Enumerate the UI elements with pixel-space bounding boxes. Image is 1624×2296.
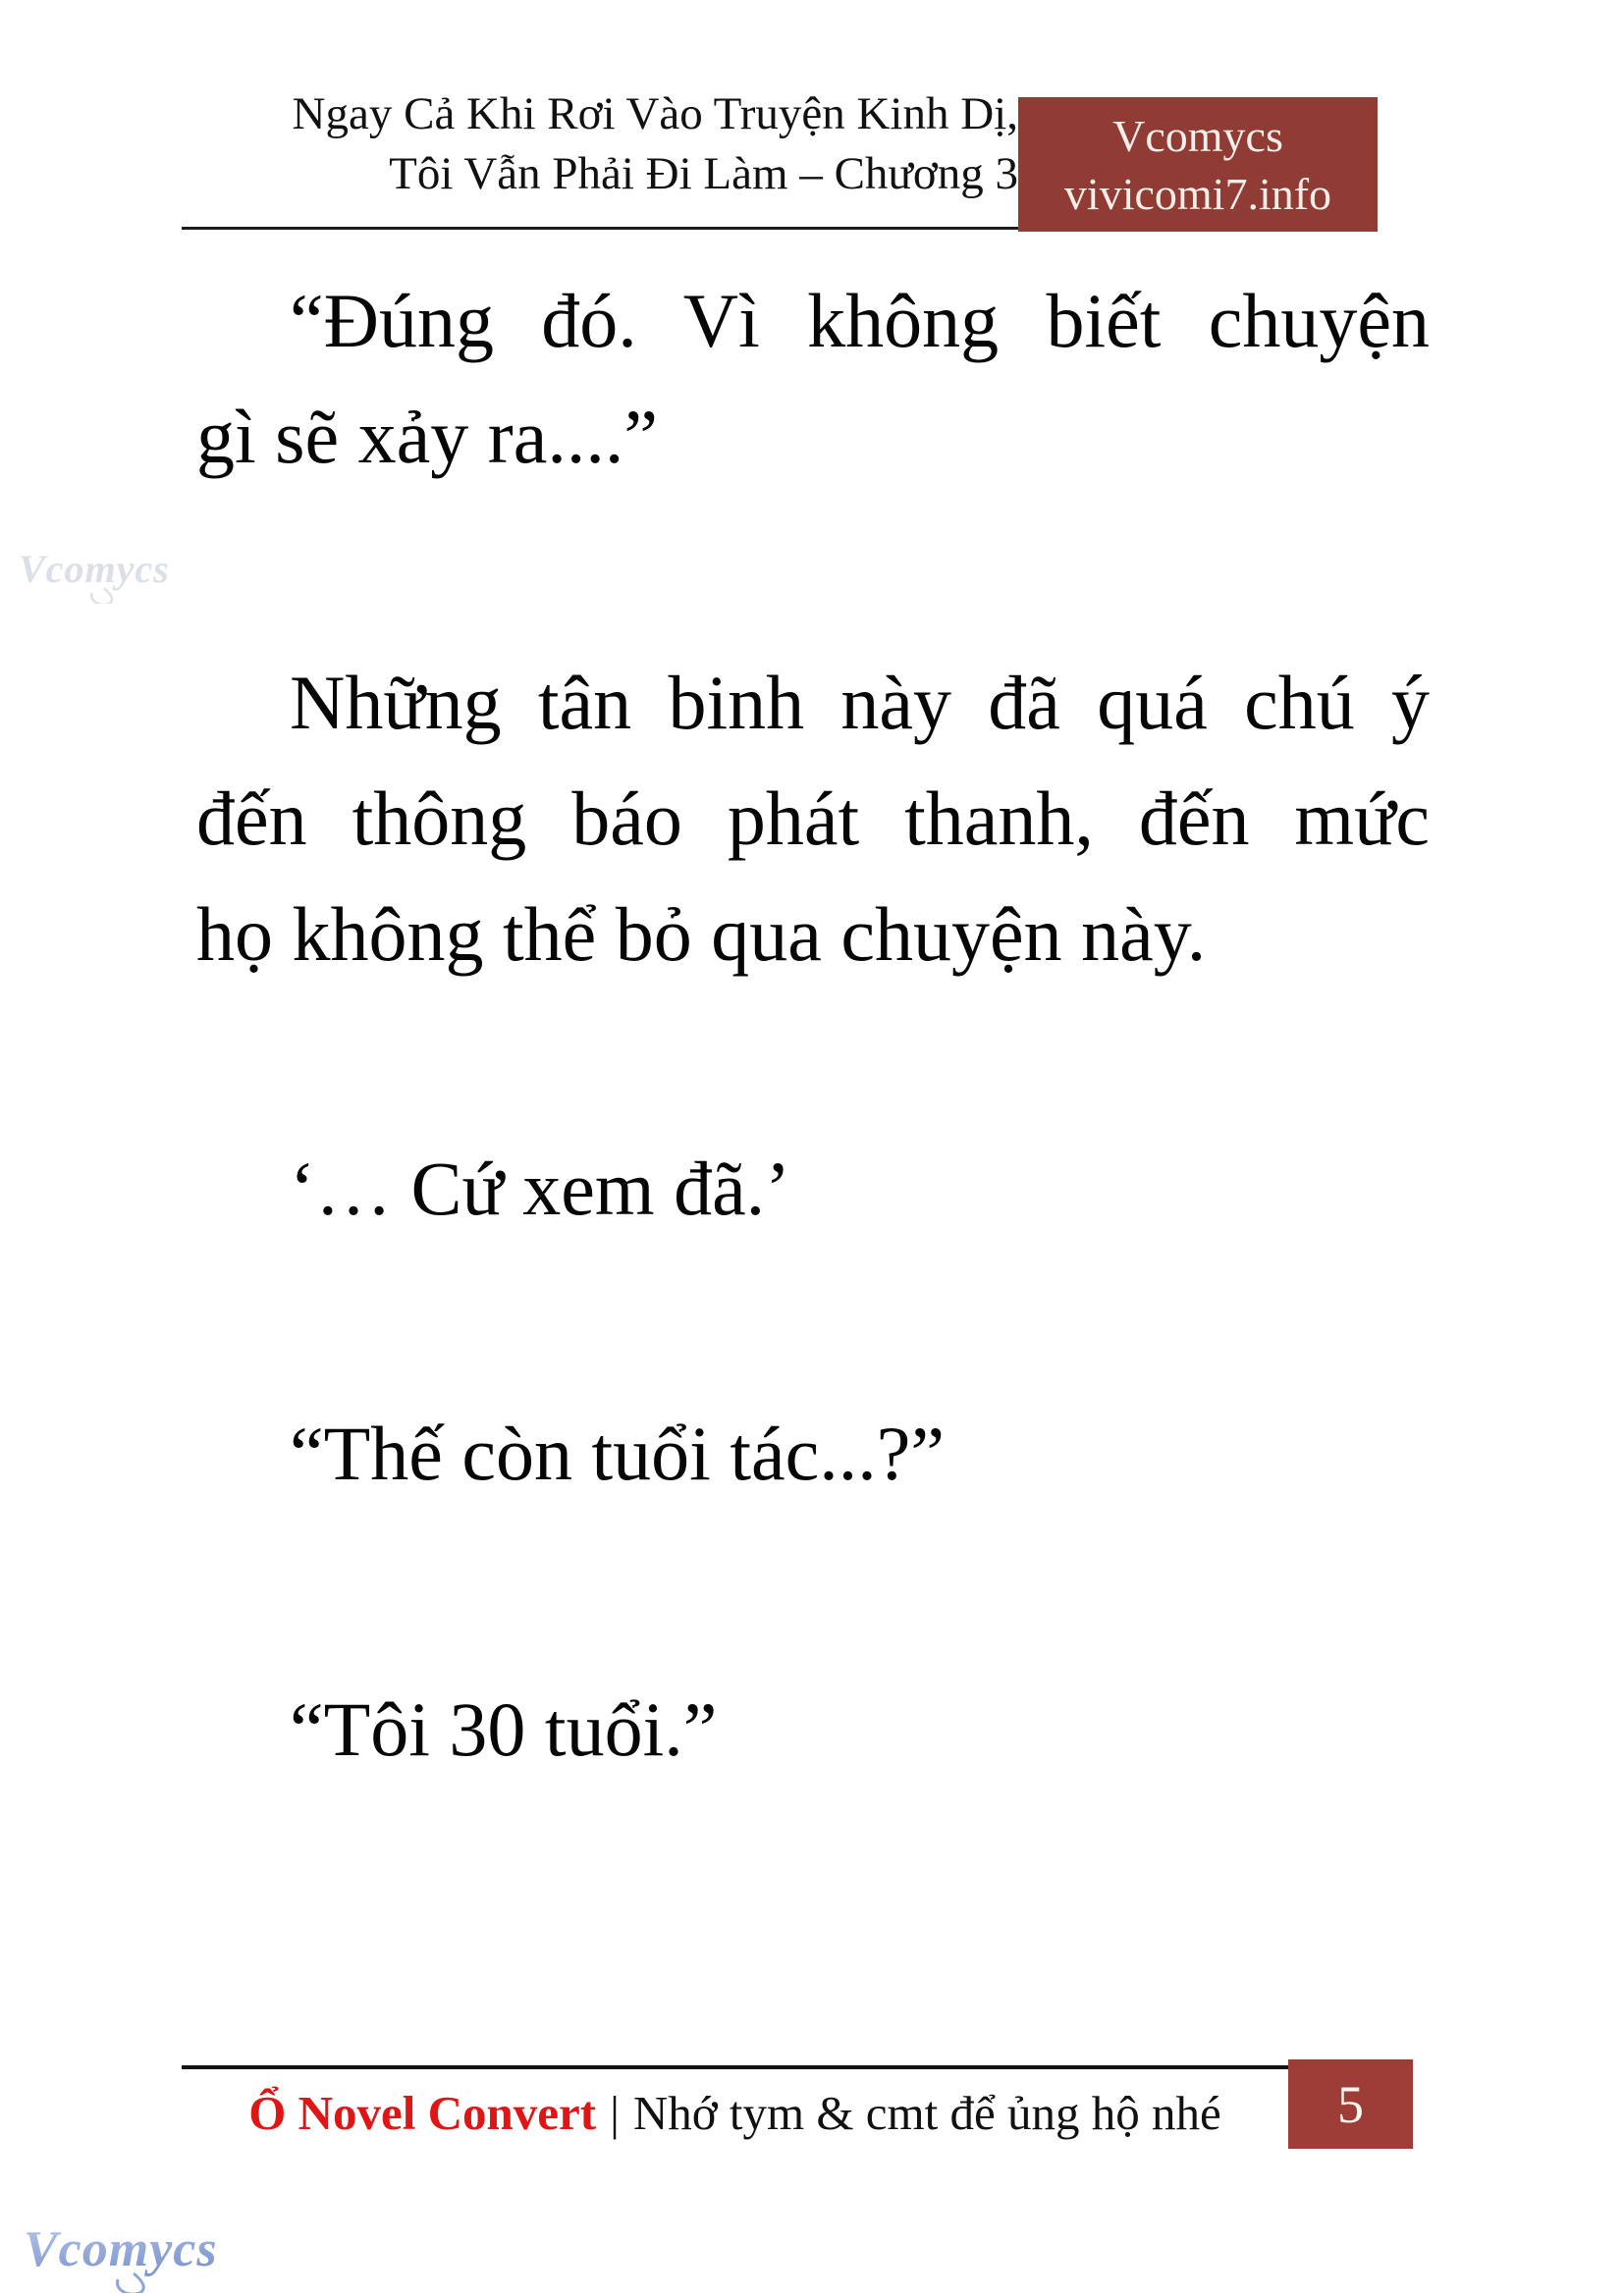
- page-number: 5: [1337, 2074, 1364, 2134]
- site-badge-name: Vcomycs: [1112, 110, 1283, 161]
- paragraph-line: “Thế còn tuổi tác...?”: [290, 1411, 945, 1496]
- footer-credit: [182, 2073, 1288, 2154]
- paragraph-line: “Tôi 30 tuổi.”: [290, 1686, 718, 1772]
- vcomycs-watermark-icon: [12, 535, 193, 604]
- footer-brand: Ổ Novel Convert: [248, 2086, 597, 2140]
- footer-message: Nhớ tym & cmt để ủng hộ nhé: [632, 2086, 1221, 2140]
- site-badge: [1018, 97, 1378, 232]
- paragraph: [196, 645, 1430, 992]
- watermark-text: Vcomycs: [18, 547, 170, 592]
- paragraph-line: “Đúng đó. Vì không biết chuyện: [290, 278, 1430, 363]
- paragraph: [196, 1672, 1430, 1788]
- footer-separator: |: [610, 2086, 620, 2140]
- chapter-title-line1: Ngay Cả Khi Rơi Vào Truyện Kinh Dị,: [292, 88, 1018, 139]
- vcomycs-logo-icon: [18, 2205, 245, 2293]
- paragraph-line: đến thông báo phát thanh, đến mức: [196, 775, 1430, 861]
- chapter-title-line2: Tôi Vẫn Phải Đi Làm – Chương 3: [389, 148, 1018, 199]
- chapter-title: [182, 84, 1018, 204]
- footer-divider: [182, 2065, 1288, 2069]
- paragraph-line: Những tân binh này đã quá chú ý: [290, 660, 1430, 745]
- paragraph-line: gì sẽ xảy ra....”: [196, 394, 658, 479]
- paragraph: [196, 1396, 1430, 1512]
- header-divider: [182, 227, 1018, 230]
- paragraph: [196, 1131, 1430, 1247]
- page-number-badge: [1288, 2059, 1413, 2149]
- paragraph-line: họ không thể bỏ qua chuyện này.: [196, 891, 1207, 977]
- site-badge-url: vivicomi7.info: [1063, 168, 1332, 219]
- paragraph: [196, 263, 1430, 495]
- paragraph-line: ‘… Cứ xem đã.’: [290, 1146, 791, 1231]
- logo-text: Vcomycs: [24, 2221, 218, 2277]
